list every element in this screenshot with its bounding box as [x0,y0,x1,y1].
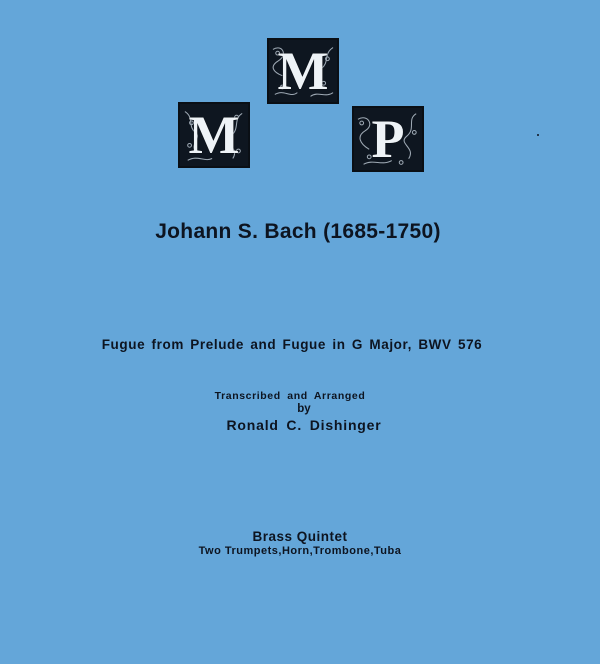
composer-heading: Johann S. Bach (1685-1750) [155,220,441,243]
logo-glyph: M [188,105,240,165]
publisher-logo-letter-m-top [267,38,339,104]
print-speck [537,134,539,136]
publisher-logo-letter-m-left [178,102,250,168]
publisher-logo-letter-p [352,106,424,172]
logo-glyph: M [277,41,329,101]
instrumentation: Two Trumpets,Horn,Trombone,Tuba [198,545,402,557]
arranger-name: Ronald C. Dishinger [226,417,382,433]
ensemble-name: Brass Quintet [252,529,348,544]
transcribed-arranged-line: Transcribed and Arranged [214,390,366,402]
work-title: Fugue from Prelude and Fugue in G Major, BWV 576 [101,337,483,352]
by-line: by [297,403,311,415]
logo-glyph: P [371,109,405,169]
